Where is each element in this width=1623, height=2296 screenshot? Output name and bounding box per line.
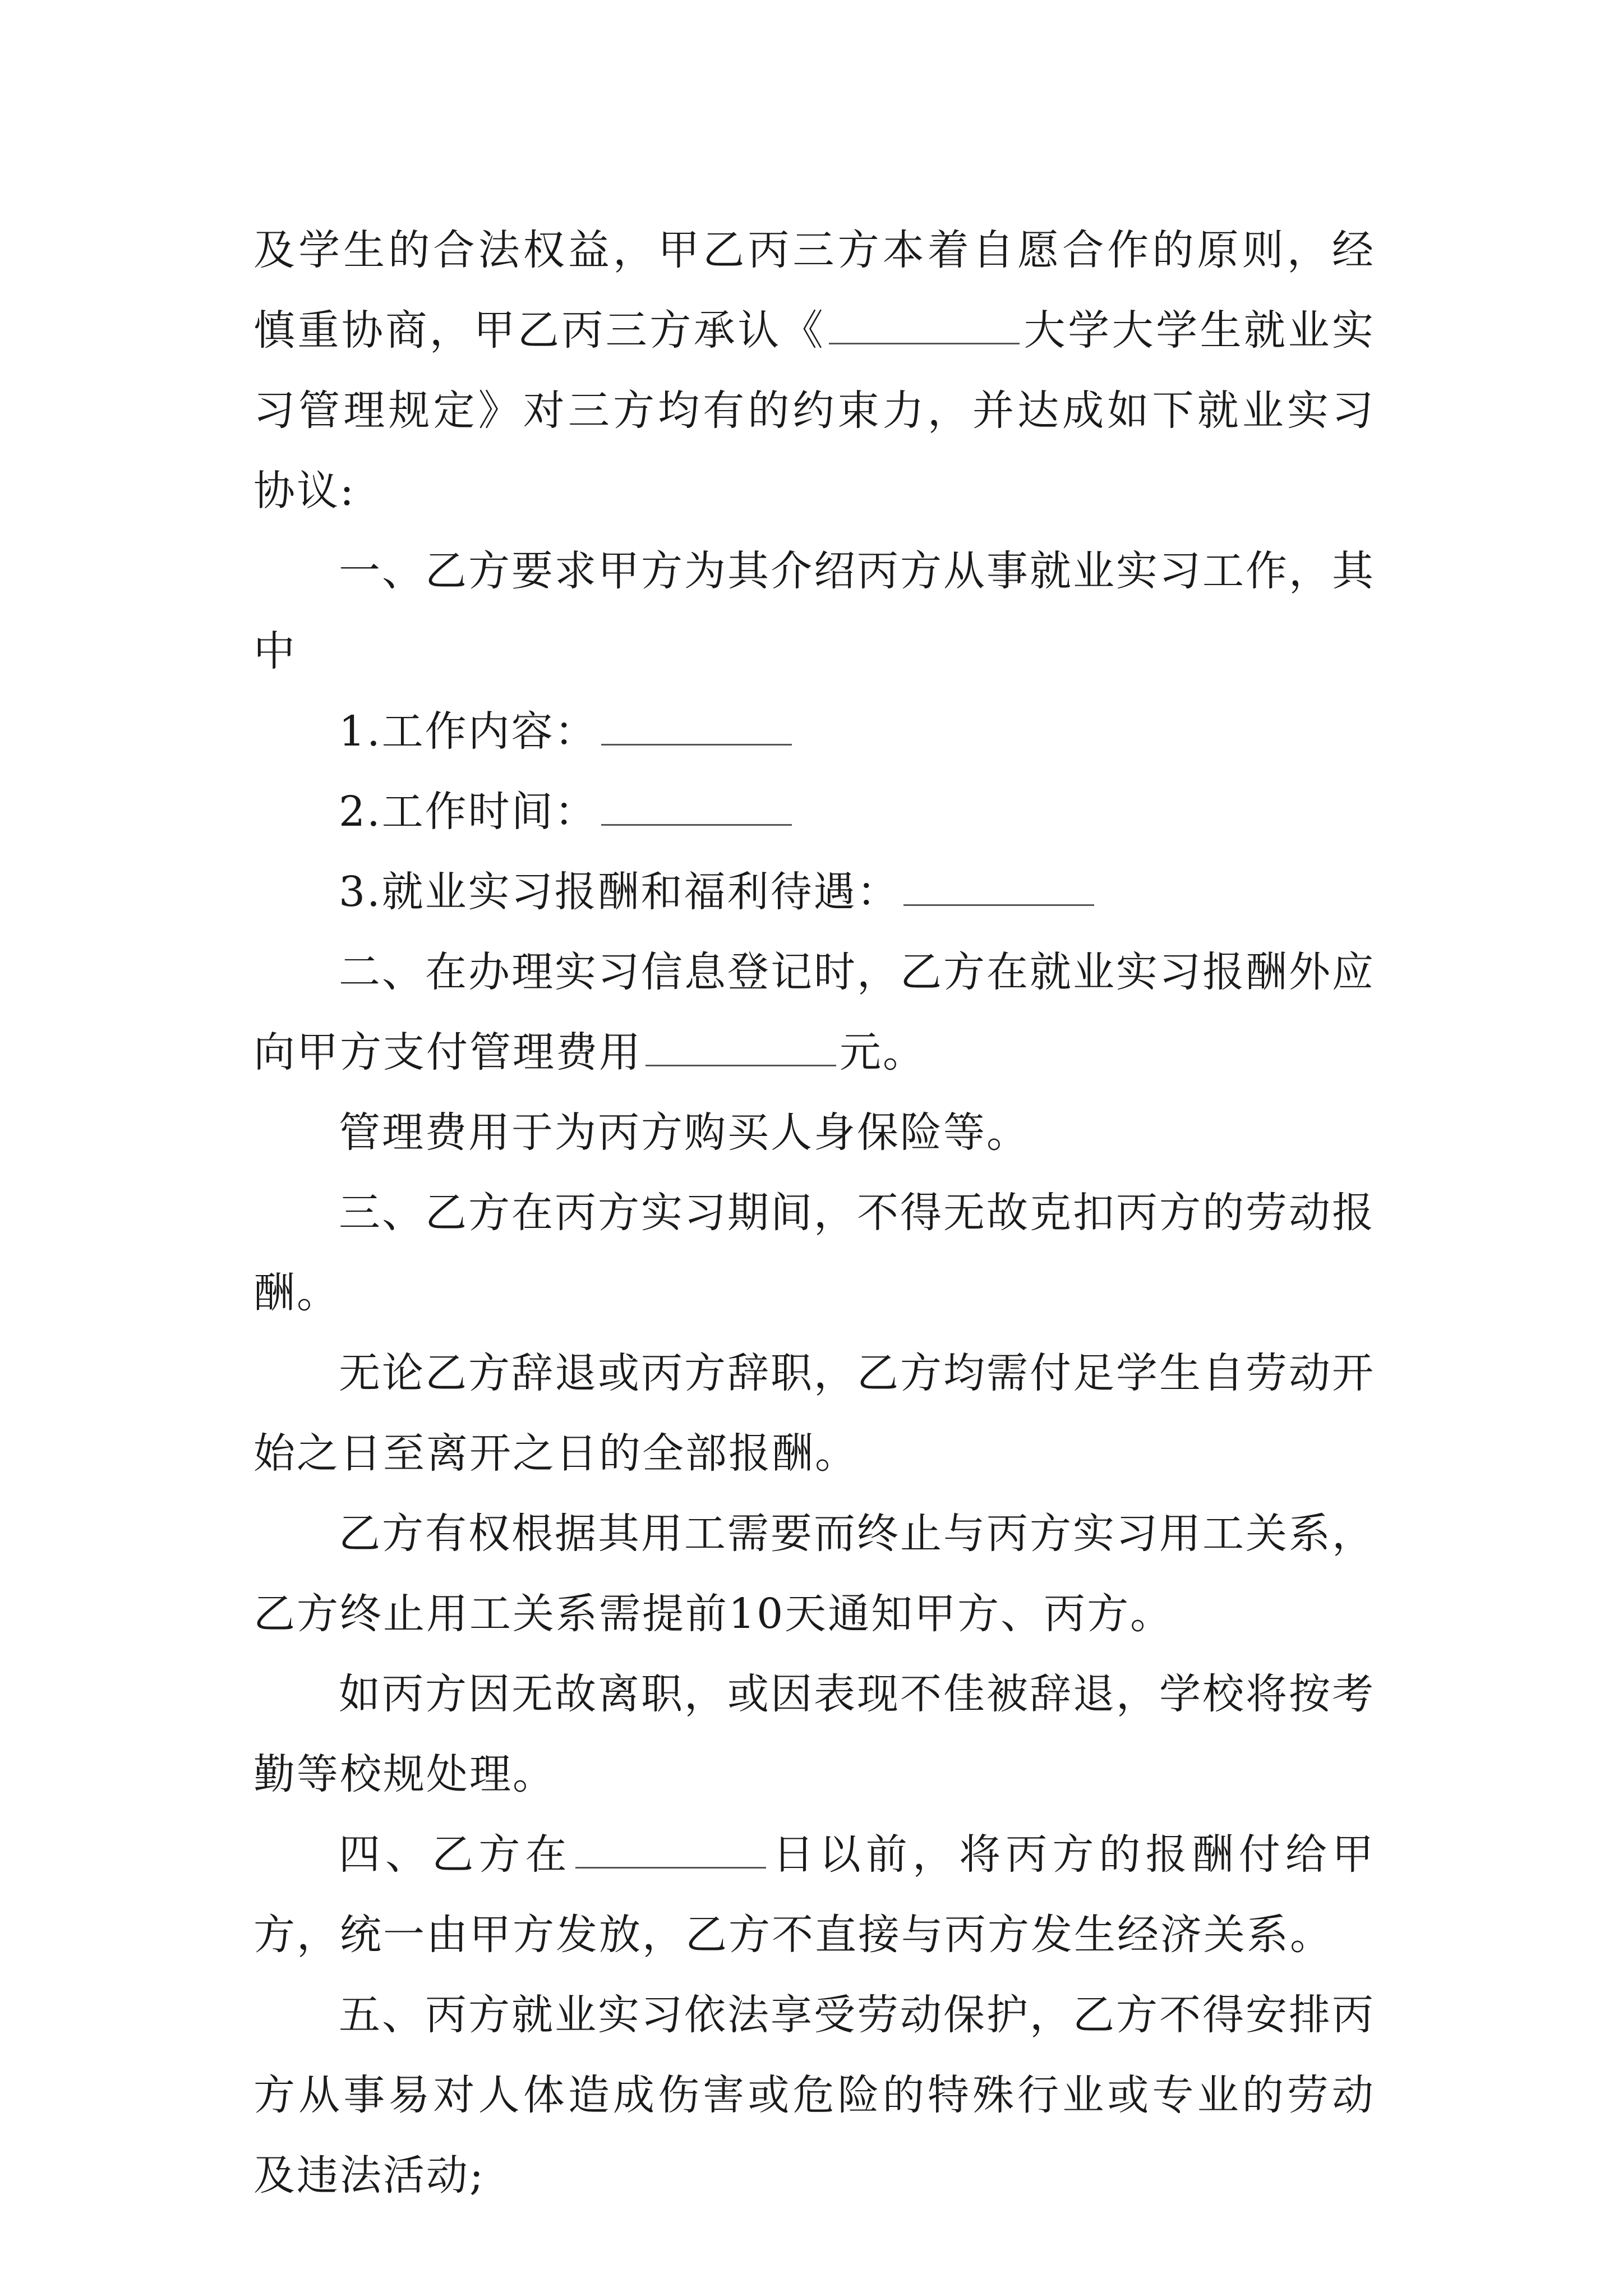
clause-3: 三、乙方在丙方实习期间，不得无故克扣丙方的劳动报酬。 — [253, 1189, 1375, 1317]
paragraph-school-discipline: 如丙方因无故离职，或因表现不佳被辞退，学校将按考勤等校规处理。 — [253, 1670, 1375, 1798]
item-compensation-label: 3.就业实习报酬和福利待遇： — [339, 868, 900, 916]
paragraph-preamble — [253, 210, 1375, 531]
document-body — [253, 210, 1375, 2216]
item-work-content — [253, 692, 1375, 772]
item-work-content-label: 1.工作内容： — [339, 707, 598, 756]
paragraph-management-fee-use: 管理费用于为丙方购买人身保险等。 — [339, 1108, 1030, 1157]
blank-management-fee — [645, 1031, 836, 1066]
clause-2-text-part2: 元。 — [840, 1028, 926, 1076]
clause-4-text-part2: 日以前，将丙方的报酬付给甲方，统一由甲方发放，乙方不直接与丙方发生经济关系。 — [253, 1830, 1376, 1959]
clause-4-text-part1: 四、乙方在 — [339, 1830, 572, 1879]
clause-5: 五、丙方就业实习依法享受劳动保护，乙方不得安排丙方从事易对人体造成伤害或危险的特殊行业或专业的劳动及违法活动; — [253, 1991, 1375, 2200]
blank-payment-date — [575, 1833, 766, 1869]
item-work-time — [253, 772, 1375, 852]
clause-2-text-part1: 二、在办理实习信息登记时，乙方在就业实习报酬外应向甲方支付管理费用 — [253, 948, 1375, 1076]
clause-4 — [253, 1815, 1375, 1975]
paragraph-full-payment: 无论乙方辞退或丙方辞职，乙方均需付足学生自劳动开始之日至离开之日的全部报酬。 — [253, 1349, 1375, 1478]
paragraph-termination-notice: 乙方有权根据其用工需要而终止与丙方实习用工关系，乙方终止用工关系需提前10天通知甲方、丙方。 — [253, 1510, 1375, 1638]
blank-work-time — [601, 790, 792, 826]
item-compensation — [253, 852, 1375, 932]
blank-university-name — [829, 309, 1020, 344]
preamble-text-part2: 大学大学生就业实习管理规定》对三方均有的约束力，并达成如下就业实习协议: — [253, 306, 1376, 515]
preamble-text-part1: 及学生的合法权益，甲乙丙三方本着自愿合作的原则，经慎重协商，甲乙丙三方承认《 — [253, 226, 1375, 355]
clause-1: 一、乙方要求甲方为其介绍丙方从事就业实习工作，其中 — [253, 547, 1375, 675]
item-work-time-label: 2.工作时间： — [339, 788, 598, 836]
blank-work-content — [601, 710, 792, 746]
blank-compensation — [903, 871, 1094, 906]
clause-2 — [253, 932, 1375, 1093]
